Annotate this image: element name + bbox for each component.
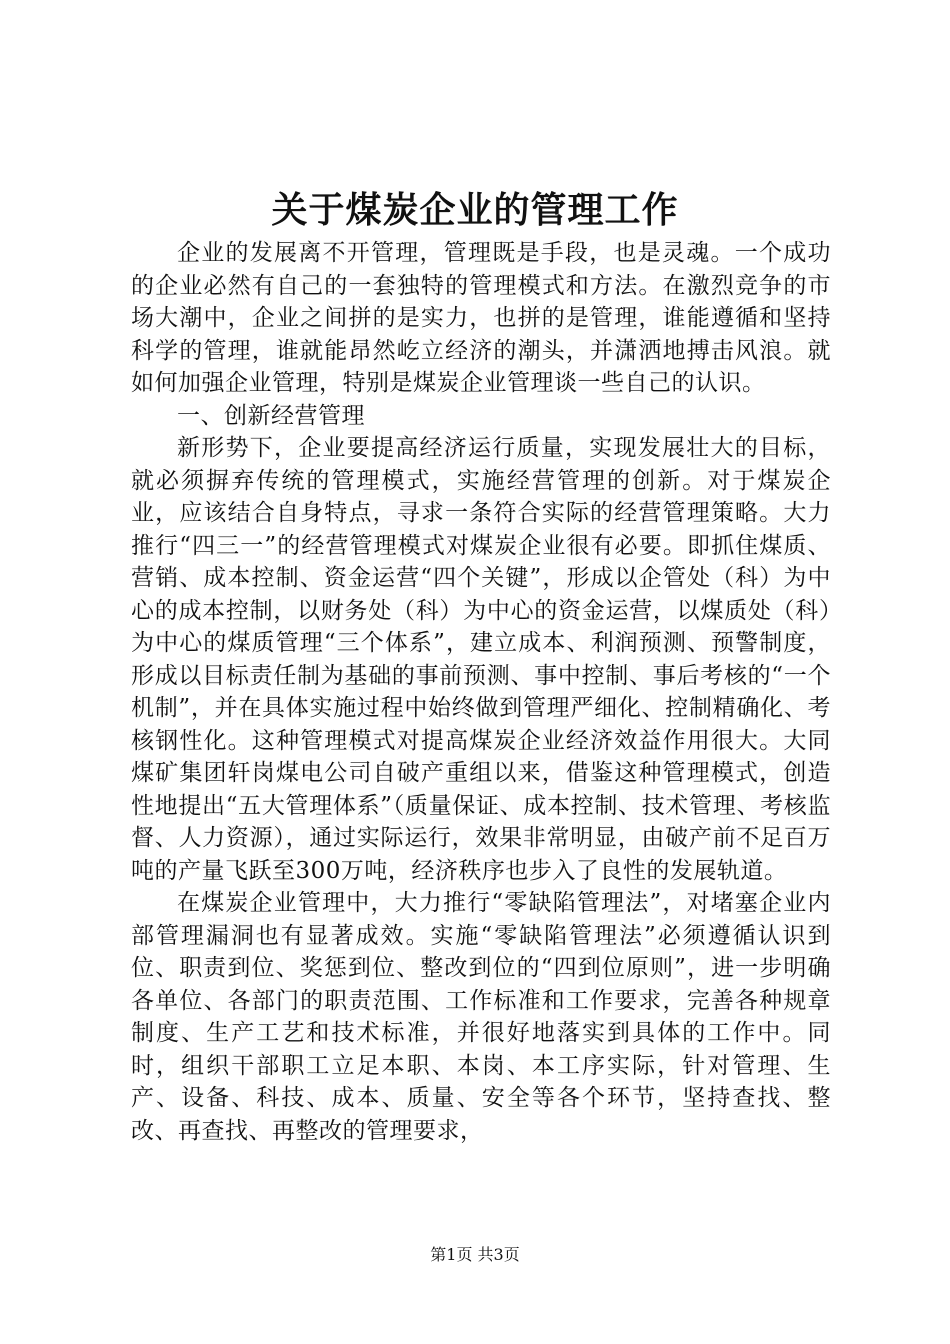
paragraph-management-model: 新形势下，企业要提高经济运行质量，实现发展壮大的目标，就必须摒弃传统的管理模式，实施经营管理的创新。对于煤炭企业，应该结合自身特点，寻求一条符合实际的经营管理策略。大力推行“四三一”的经营管理模式对煤炭企业很有必要。即抓住煤质、营销、成本控制、资金运营“四个关键”，形成以企管处（科）为中心的成本控制，以财务处（科）为中心的资金运营，以煤质处（科）为中心的煤质管理“三个体系”，建立成本、利润预测、预警制度，形成以目标责任制为基础的事前预测、事中控制、事后考核的“一个机制”，并在具体实施过程中始终做到管理严细化、控制精确化、考核钢性化。这种管理模式对提高煤炭企业经济效益作用很大。大同煤矿集团轩岗煤电公司自破产重组以来，借鉴这种管理模式，创造性地提出“五大管理体系”（质量保证、成本控制、技术管理、考核监督、人力资源），通过实际运行，效果非常明显，由破产前不足百万吨的产量飞跃至300万吨，经济秩序也步入了良性的发展轨道。 (131, 435, 831, 884)
paragraph-intro: 企业的发展离不开管理，管理既是手段，也是灵魂。一个成功的企业必然有自己的一套独特的管理模式和方法。在激烈竞争的市场大潮中，企业之间拼的是实力，也拼的是管理，谁能遵循和坚持科学的管理，谁就能昂然屹立经济的潮头，并潇洒地搏击风浪。就如何加强企业管理，特别是煤炭企业管理谈一些自己的认识。 (131, 240, 831, 396)
page-number-footer: 第1页 共3页 (430, 1245, 520, 1264)
document-body (131, 237, 831, 1147)
section-heading-1: 一、创新经营管理 (177, 402, 365, 429)
document-title: 关于煤炭企业的管理工作 (271, 189, 679, 231)
paragraph-zero-defect: 在煤炭企业管理中，大力推行“零缺陷管理法”，对堵塞企业内部管理漏洞也有显著成效。实施“零缺陷管理法”必须遵循认识到位、职责到位、奖惩到位、整改到位的“四到位原则”，进一步明确各单位、各部门的职责范围、工作标准和工作要求，完善各种规章制度、生产工艺和技术标准，并很好地落实到具体的工作中。同时，组织干部职工立足本职、本岗、本工序实际，针对管理、生产、设备、科技、成本、质量、安全等各个环节，坚持查找、整改、再查找、再整改的管理要求， (131, 890, 831, 1144)
